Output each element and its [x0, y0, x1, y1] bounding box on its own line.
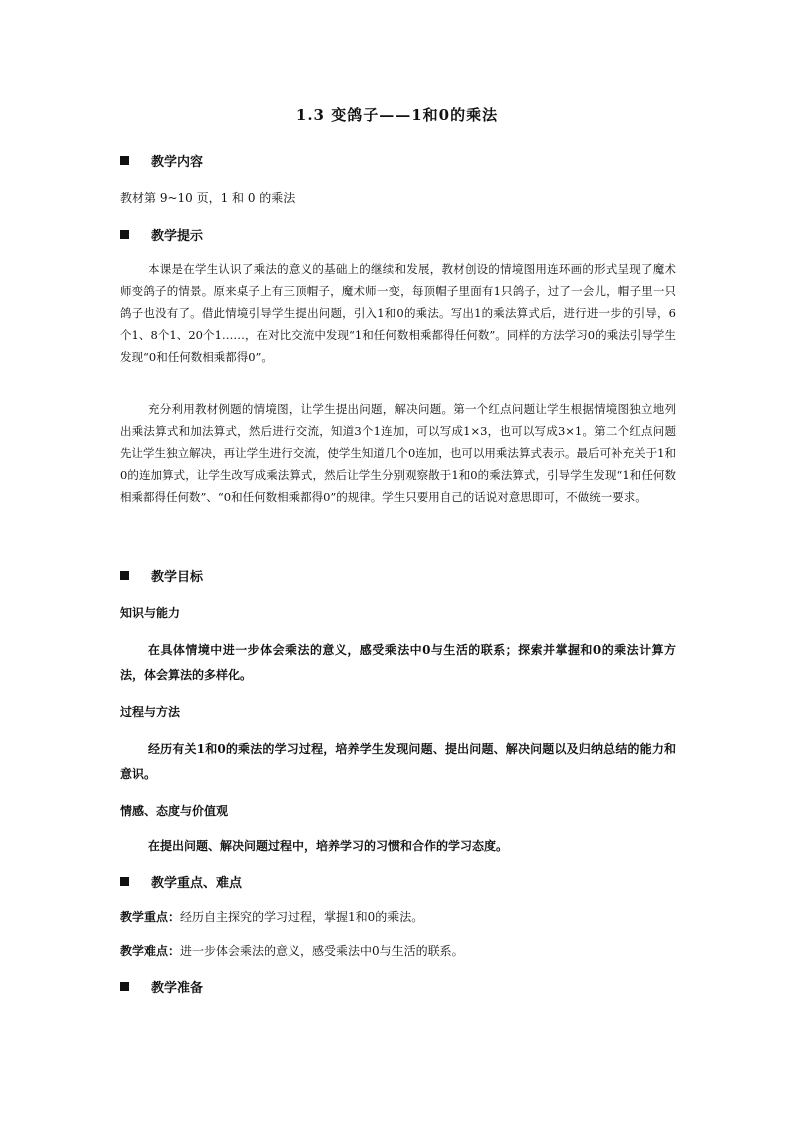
square-bullet-icon: [120, 571, 129, 580]
square-bullet-icon: [120, 230, 129, 239]
goal-subtitle-knowledge: 知识与能力: [120, 606, 181, 620]
focus-line: [120, 908, 423, 925]
difficulty-line: [120, 942, 464, 959]
hints-paragraph-1: 本课是在学生认识了乘法的意义的基础上的继续和发展，教材创设的情境图用连环画的形式呈现了魔术师变鸽子的情景。原来桌子上有三顶帽子，魔术师一变，每顶帽子里面有1只鸽子，过了一会儿，帽子里一只鸽子也没有了。借此情境引导学生提出问题，引入1和0的乘法。写出1的乘法算式后，进行进一步的引导，6个1、8个1、20个1……，在对比交流中发现“1和任何数相乘都得任何数”。同样的方法学习0的乘法引导学生发现“0和任何数相乘都得0”。: [120, 262, 676, 364]
goal-text-attitude: 在提出问题、解决问题过程中，培养学习的习惯和合作的学习态度。: [148, 839, 509, 853]
square-bullet-icon: [120, 156, 129, 165]
page-title: 1.3 变鸽子——1和0的乘法: [295, 106, 499, 124]
section-heading-label: 教学内容: [151, 155, 204, 170]
difficulty-text: 进一步体会乘法的意义，感受乘法中0与生活的联系。: [180, 944, 464, 958]
focus-text: 经历自主探究的学习过程，掌握1和0的乘法。: [180, 910, 424, 924]
section-heading-keypoints: [120, 872, 242, 891]
goal-text-knowledge: 在具体情境中进一步体会乘法的意义，感受乘法中0与生活的联系；探索并掌握和0的乘法计算方法，体会算法的多样化。: [120, 643, 676, 682]
square-bullet-icon: [120, 982, 129, 991]
content-text: 教材第 9~10 页，1 和 0 的乘法: [120, 191, 296, 205]
section-heading-label: 教学准备: [151, 981, 204, 996]
hints-paragraph-2: 充分利用教材例题的情境图，让学生提出问题，解决问题。第一个红点问题让学生根据情境图独立地列出乘法算式和加法算式，然后进行交流，知道3个1连加，可以写成1×3，也可以写成3×1。第二个红点问题先让学生独立解决，再让学生进行交流，使学生知道几个0连加，也可以用乘法算式表示。最后可补充关于1和0的连加算式，让学生改写成乘法算式，然后让学生分别观察散于1和0的乘法算式，引导学生发现“1和任何数相乘都得任何数”、“0和任何数相乘都得0”的规律。学生只要用自己的话说对意思即可，不做统一要求。: [120, 402, 676, 504]
section-heading-label: 教学提示: [151, 229, 204, 244]
section-heading-label: 教学重点、难点: [151, 876, 243, 891]
goal-subtitle-attitude: 情感、态度与价值观: [120, 804, 229, 818]
square-bullet-icon: [120, 877, 129, 886]
section-heading-content: [120, 151, 203, 170]
goal-text-process: 经历有关1和0的乘法的学习过程，培养学生发现问题、提出问题、解决问题以及归纳总结的能力和意识。: [120, 742, 676, 781]
focus-label: 教学重点：: [120, 910, 181, 924]
difficulty-label: 教学难点：: [120, 944, 181, 958]
section-heading-label: 教学目标: [151, 570, 204, 585]
goal-subtitle-process: 过程与方法: [120, 705, 181, 719]
section-heading-prep: [120, 977, 203, 996]
section-heading-goals: [120, 566, 203, 585]
section-heading-hints: [120, 225, 203, 244]
